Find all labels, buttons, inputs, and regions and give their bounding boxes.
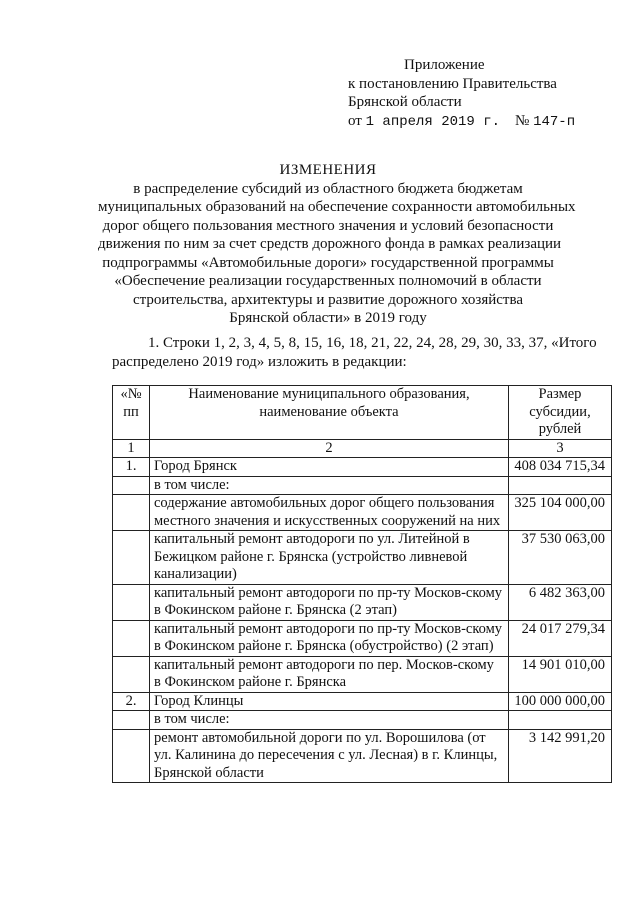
row-number bbox=[113, 584, 150, 620]
row-amount: 6 482 363,00 bbox=[509, 584, 612, 620]
subsidy-table bbox=[112, 385, 612, 783]
document-title bbox=[98, 161, 576, 328]
row-name: капитальный ремонт автодороги по пр-ту Москов-скому в Фокинском районе г. Брянска (обустройство) (2 этап) bbox=[150, 620, 509, 656]
numbering-cell: 1 bbox=[113, 439, 150, 458]
row-number bbox=[113, 711, 150, 730]
table-row bbox=[113, 729, 612, 783]
number-prefix: № bbox=[515, 112, 530, 129]
row-number bbox=[113, 620, 150, 656]
table-row bbox=[113, 711, 612, 730]
row-number bbox=[113, 476, 150, 495]
row-amount: 37 530 063,00 bbox=[509, 531, 612, 585]
row-number: 2. bbox=[113, 692, 150, 711]
table-row bbox=[113, 584, 612, 620]
title-line: в распределение субсидий из областного бюджета бюджетам bbox=[133, 180, 523, 197]
row-number bbox=[113, 656, 150, 692]
row-number bbox=[113, 729, 150, 783]
row-name: Город Брянск bbox=[150, 458, 509, 477]
row-name: капитальный ремонт автодороги по пр-ту Москов-скому в Фокинском районе г. Брянска (2 этап) bbox=[150, 584, 509, 620]
row-amount: 325 104 000,00 bbox=[509, 495, 612, 531]
appendix-line-2: к постановлению Правительства bbox=[348, 75, 557, 92]
date-prefix: от bbox=[348, 112, 362, 129]
intro-line-2: распределено 2019 год» изложить в редакции: bbox=[112, 353, 407, 370]
title-line: Брянской области» в 2019 году bbox=[229, 310, 427, 326]
appendix-block bbox=[348, 56, 575, 131]
intro-line-1: 1. Строки 1, 2, 3, 4, 5, 8, 15, 16, 18, 21, 22, 24, 28, 29, 30, 33, 37, «Итого bbox=[148, 335, 597, 351]
appendix-date-line bbox=[348, 112, 575, 132]
row-number: 1. bbox=[113, 458, 150, 477]
appendix-title: Приложение bbox=[404, 57, 485, 73]
table-row bbox=[113, 458, 612, 477]
row-name: ремонт автомобильной дороги по ул. Ворошилова (от ул. Калинина до пересечения с ул. Лесная) в г. Клинцы, Брянской области bbox=[150, 729, 509, 783]
row-amount: 24 017 279,34 bbox=[509, 620, 612, 656]
title-line: строительства, архитектуры и развитие дорожного хозяйства bbox=[132, 291, 524, 308]
appendix-line-3: Брянской области bbox=[348, 94, 462, 110]
row-amount: 3 142 991,20 bbox=[509, 729, 612, 783]
title-heading: ИЗМЕНЕНИЯ bbox=[279, 162, 377, 178]
row-number bbox=[113, 495, 150, 531]
title-line: муниципальных образований на обеспечение сохранности автомобильных bbox=[98, 199, 576, 215]
title-line: движения по ним за счет средств дорожного фонда в рамках реализации bbox=[98, 236, 562, 252]
table-row bbox=[113, 476, 612, 495]
number-value: 147-п bbox=[533, 113, 576, 130]
table-numbering-row bbox=[113, 439, 612, 458]
row-number bbox=[113, 531, 150, 585]
row-amount: 100 000 000,00 bbox=[509, 692, 612, 711]
table-row bbox=[113, 620, 612, 656]
table-header-row bbox=[113, 386, 612, 440]
row-name: в том числе: bbox=[150, 711, 509, 730]
row-name: содержание автомобильных дорог общего пользования местного значения и искусственных сооружений на них bbox=[150, 495, 509, 531]
row-name: в том числе: bbox=[150, 476, 509, 495]
table-row bbox=[113, 692, 612, 711]
row-amount bbox=[509, 476, 612, 495]
title-line: подпрограммы «Автомобильные дороги» государственной программы bbox=[102, 254, 554, 271]
intro-paragraph bbox=[112, 334, 612, 371]
numbering-cell: 2 bbox=[150, 439, 509, 458]
header-amount: Размер субсидии, рублей bbox=[509, 386, 612, 440]
row-amount: 14 901 010,00 bbox=[509, 656, 612, 692]
table-row bbox=[113, 656, 612, 692]
date-value: 1 апреля 2019 г. bbox=[365, 113, 501, 130]
row-name: капитальный ремонт автодороги по пер. Москов-скому в Фокинском районе г. Брянска bbox=[150, 656, 509, 692]
numbering-cell: 3 bbox=[509, 439, 612, 458]
table-row bbox=[113, 531, 612, 585]
row-amount bbox=[509, 711, 612, 730]
header-number: «№ пп bbox=[113, 386, 150, 440]
table-row bbox=[113, 495, 612, 531]
header-name: Наименование муниципального образования, наименование объекта bbox=[150, 386, 509, 440]
row-name: Город Клинцы bbox=[150, 692, 509, 711]
title-line: дорог общего пользования местного значения и условий безопасности bbox=[102, 217, 554, 234]
row-name: капитальный ремонт автодороги по ул. Литейной в Бежицком районе г. Брянска (устройство ливневой канализации) bbox=[150, 531, 509, 585]
title-line: «Обеспечение реализации государственных полномочий в области bbox=[114, 273, 542, 289]
row-amount: 408 034 715,34 bbox=[509, 458, 612, 477]
